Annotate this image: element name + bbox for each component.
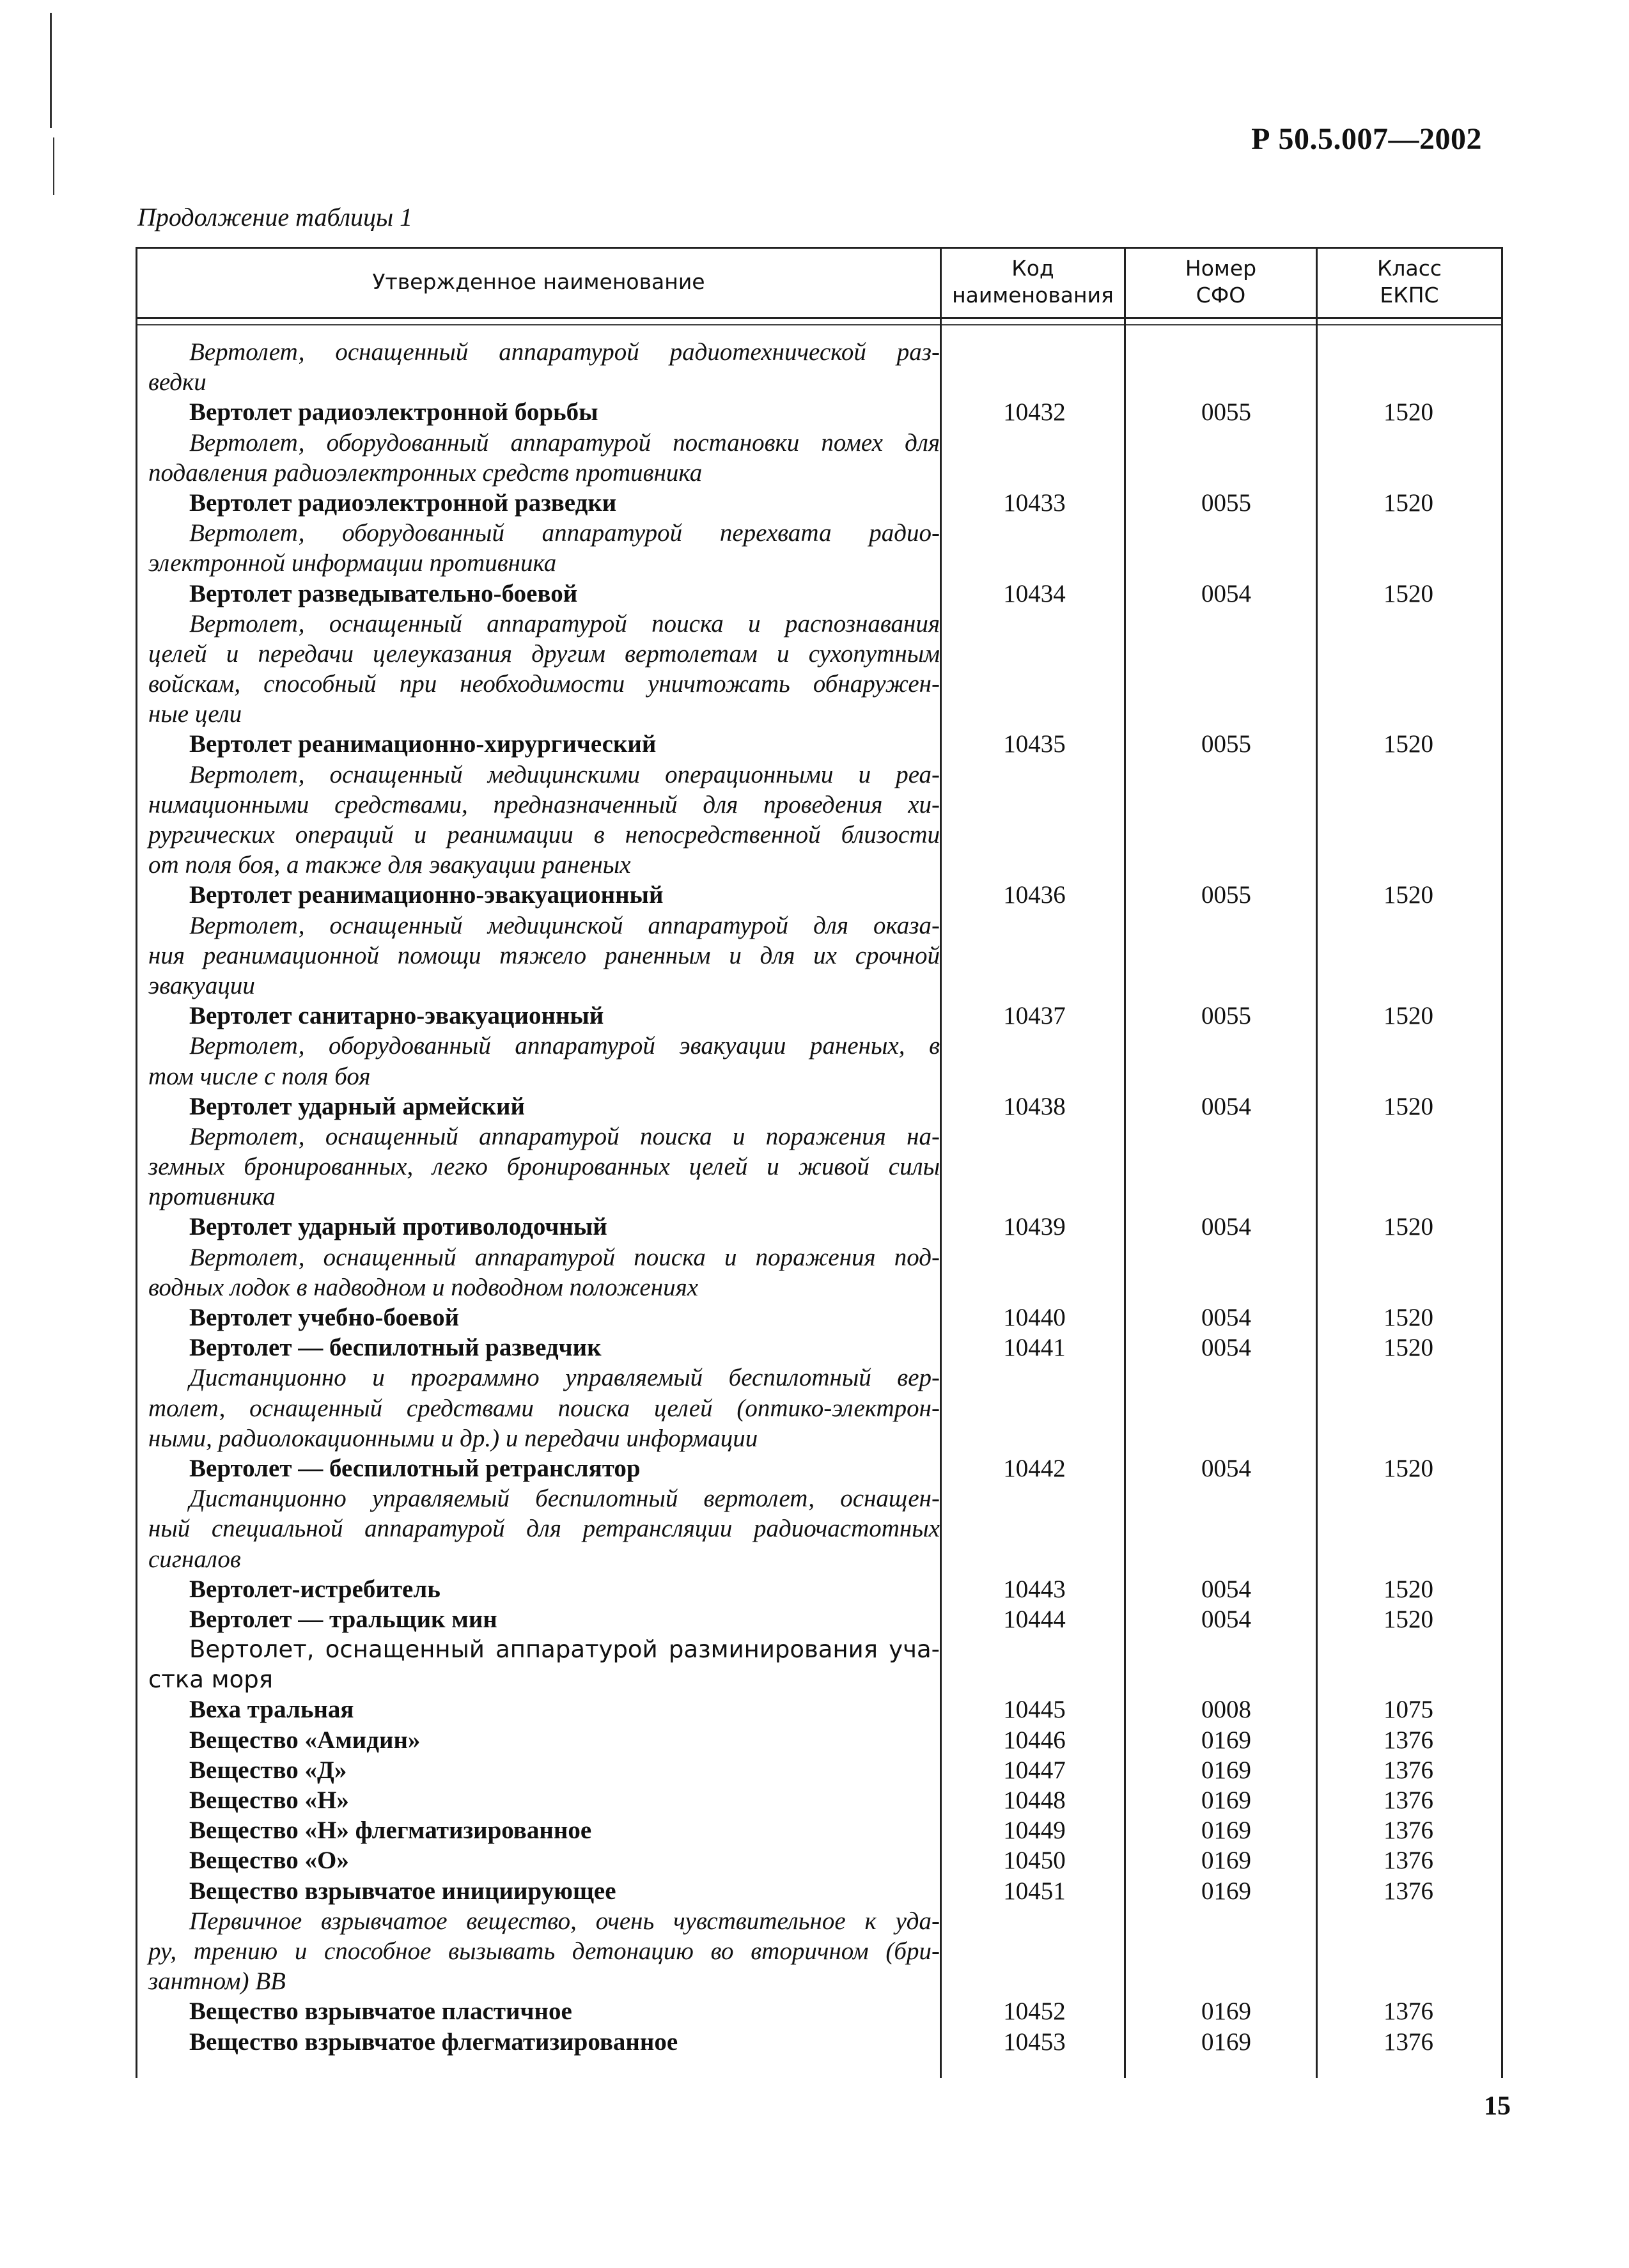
table-row (0, 790, 1629, 820)
header-ekps: Класс ЕКПС (1376, 256, 1442, 308)
table-header-border (136, 317, 1501, 319)
item-sfo: 0169 (1201, 1998, 1251, 2026)
table-row (0, 1785, 1629, 1815)
item-ekps: 1520 (1383, 730, 1433, 758)
item-description: том числе с поля боя (148, 1062, 371, 1090)
item-ekps: 1520 (1383, 1454, 1433, 1482)
header-name: Утвержденное наименование (372, 269, 705, 294)
item-description: целей и передачи целеуказания другим вертолетам и сухопутным (148, 639, 940, 668)
table-row (0, 1031, 1629, 1061)
table-row (0, 518, 1629, 548)
item-code: 10451 (1003, 1877, 1066, 1905)
table-row (0, 1152, 1629, 1182)
table-row (0, 639, 1629, 669)
item-code: 10434 (1003, 579, 1066, 607)
table-row (0, 1242, 1629, 1272)
item-name: Вещество «О» (189, 1847, 349, 1875)
item-sfo: 0054 (1201, 1304, 1251, 1331)
item-ekps: 1520 (1383, 1304, 1433, 1331)
item-ekps: 1376 (1383, 1787, 1433, 1814)
table-row (0, 820, 1629, 850)
table-row (0, 609, 1629, 639)
table-row (0, 1212, 1629, 1242)
item-ekps: 1520 (1383, 579, 1433, 607)
item-description: эвакуации (148, 971, 255, 999)
item-code: 10442 (1003, 1454, 1066, 1482)
item-name: Вертолет радиоэлектронной разведки (189, 489, 617, 517)
item-sfo: 0169 (1201, 1787, 1251, 1814)
table-row (0, 1061, 1629, 1091)
item-description: Вертолет, оснащенный аппаратурой поиска и распознавания (189, 609, 940, 637)
item-code: 10449 (1003, 1817, 1066, 1845)
item-ekps: 1520 (1383, 1334, 1433, 1362)
table-row (0, 760, 1629, 790)
item-description: ведки (148, 368, 207, 396)
item-code: 10437 (1003, 1002, 1066, 1030)
item-sfo: 0054 (1201, 1092, 1251, 1120)
table-row (0, 971, 1629, 1001)
page-number: 15 (1484, 2092, 1511, 2121)
item-name: Вещество «Н» (189, 1787, 349, 1814)
item-description: Дистанционно управляемый беспилотный вертолет, оснащен- (189, 1485, 940, 1513)
item-ekps: 1520 (1383, 489, 1433, 517)
table-row (0, 699, 1629, 729)
item-description: ния реанимационной помощи тяжело раненным и для их срочной (148, 941, 940, 969)
item-name: Вертолет-истребитель (189, 1575, 440, 1603)
table-row (0, 1604, 1629, 1634)
item-sfo: 0054 (1201, 579, 1251, 607)
item-description: противника (148, 1183, 276, 1211)
item-code: 10443 (1003, 1575, 1066, 1603)
item-description: Вертолет, оборудованный аппаратурой перехвата радио- (189, 519, 940, 547)
item-description: рургических операций и реанимации в непосредственной близости (148, 821, 940, 849)
item-sfo: 0054 (1201, 1454, 1251, 1482)
item-code: 10441 (1003, 1334, 1066, 1362)
scan-artifact-line (50, 13, 52, 128)
table-row (0, 1574, 1629, 1604)
item-description: Вертолет, оборудованный аппаратурой эвакуации раненых, в (189, 1032, 940, 1060)
item-code: 10444 (1003, 1605, 1066, 1633)
item-description: ные цели (148, 700, 242, 728)
table-row (0, 1725, 1629, 1755)
item-name: Вертолет реанимационно-хирургический (189, 730, 657, 758)
table-row (0, 1091, 1629, 1122)
item-description: ру, трению и способное вызывать детонацию во вторичном (бри- (148, 1937, 940, 1965)
item-name: Вертолет разведывательно-боевой (189, 579, 578, 607)
table-row (0, 1876, 1629, 1906)
table-row (0, 579, 1629, 609)
table-row (0, 1513, 1629, 1544)
table-row (0, 1906, 1629, 1936)
item-ekps: 1520 (1383, 398, 1433, 426)
table-row (0, 1694, 1629, 1724)
table-row (0, 2027, 1629, 2057)
table-row (0, 1966, 1629, 1996)
item-ekps: 1376 (1383, 1877, 1433, 1905)
item-sfo: 0169 (1201, 1847, 1251, 1875)
item-name: Вещество «Амидин» (189, 1726, 421, 1754)
item-sfo: 0169 (1201, 1817, 1251, 1845)
item-code: 10432 (1003, 398, 1066, 426)
standard-number: Р 50.5.007—2002 (1251, 122, 1482, 156)
table-row (0, 428, 1629, 458)
table-row (0, 548, 1629, 578)
item-sfo: 0055 (1201, 881, 1251, 909)
table-row (0, 941, 1629, 971)
scan-artifact-line (53, 137, 54, 195)
table-row (0, 367, 1629, 397)
item-name: Вертолет радиоэлектронной борьбы (189, 398, 598, 426)
item-code: 10445 (1003, 1696, 1066, 1724)
item-name: Вертолет санитарно-эвакуационный (189, 1002, 604, 1030)
item-ekps: 1520 (1383, 1605, 1433, 1633)
table-row (0, 1001, 1629, 1031)
item-description: Дистанционно и программно управляемый беспилотный вер- (189, 1364, 940, 1392)
item-code: 10452 (1003, 1998, 1066, 2026)
item-description: Вертолет, оснащенный аппаратурой поиска и поражения на- (189, 1122, 940, 1150)
table-row (0, 1845, 1629, 1875)
table-row (0, 1544, 1629, 1574)
item-sfo: 0054 (1201, 1334, 1251, 1362)
item-code: 10447 (1003, 1756, 1066, 1784)
table-row (0, 880, 1629, 910)
table-row (0, 1815, 1629, 1845)
table-body (0, 337, 1629, 2057)
table-row (0, 458, 1629, 488)
table-row (0, 669, 1629, 699)
table-row (0, 1996, 1629, 2026)
item-description: Вертолет, оснащенный медицинскими операционными и реа- (189, 760, 940, 788)
table-row (0, 850, 1629, 880)
item-code: 10450 (1003, 1847, 1066, 1875)
table-row (0, 337, 1629, 367)
item-description: водных лодок в надводном и подводном положениях (148, 1273, 699, 1301)
item-ekps: 1075 (1383, 1696, 1433, 1724)
item-sfo: 0054 (1201, 1605, 1251, 1633)
table-row (0, 1423, 1629, 1453)
item-description: электронной информации противника (148, 549, 557, 577)
item-sfo: 0008 (1201, 1696, 1251, 1724)
table-row (0, 1333, 1629, 1363)
item-description: стка моря (148, 1666, 273, 1694)
item-description: сигналов (148, 1545, 241, 1573)
item-name: Вертолет — тральщик мин (189, 1605, 497, 1633)
item-sfo: 0055 (1201, 1002, 1251, 1030)
item-code: 10433 (1003, 489, 1066, 517)
item-code: 10440 (1003, 1304, 1066, 1331)
item-description: Вертолет, оборудованный аппаратурой постановки помех для (189, 428, 940, 457)
table-row (0, 1936, 1629, 1966)
item-name: Вещество взрывчатое флегматизированное (189, 2028, 678, 2056)
item-ekps: 1520 (1383, 1002, 1433, 1030)
item-ekps: 1376 (1383, 1847, 1433, 1875)
item-sfo: 0054 (1201, 1213, 1251, 1241)
item-name: Вертолет — беспилотный ретранслятор (189, 1454, 641, 1482)
item-ekps: 1520 (1383, 1575, 1433, 1603)
table-row (0, 1453, 1629, 1483)
item-description: войскам, способный при необходимости уничтожать обнаружен- (148, 670, 940, 698)
item-code: 10446 (1003, 1726, 1066, 1754)
item-name: Вещество «Д» (189, 1756, 347, 1784)
item-description: Первичное взрывчатое вещество, очень чувствительное к уда- (189, 1907, 940, 1935)
item-sfo: 0169 (1201, 1756, 1251, 1784)
item-description: Вертолет, оснащенный аппаратурой радиотехнической раз- (189, 338, 940, 366)
item-sfo: 0055 (1201, 398, 1251, 426)
item-description: зантном) ВВ (148, 1967, 286, 1996)
table-row (0, 1755, 1629, 1785)
header-sfo: Номер СФО (1185, 256, 1257, 308)
table-row (0, 1483, 1629, 1513)
item-name: Вещество взрывчатое пластичное (189, 1998, 572, 2026)
table-row (0, 1302, 1629, 1333)
item-description: Вертолет, оснащенный аппаратурой поиска и поражения под- (189, 1243, 940, 1271)
table-row (0, 1664, 1629, 1694)
table-header-rule (136, 324, 1501, 325)
item-name: Вертолет ударный армейский (189, 1092, 525, 1120)
table-row (0, 1363, 1629, 1393)
table-row (0, 911, 1629, 941)
item-name: Вертолет ударный противолодочный (189, 1213, 607, 1241)
item-code: 10438 (1003, 1092, 1066, 1120)
item-sfo: 0169 (1201, 1877, 1251, 1905)
table-row (0, 1272, 1629, 1302)
item-name: Вертолет — беспилотный разведчик (189, 1334, 602, 1362)
table-row (0, 397, 1629, 427)
header-code: Код наименования (952, 256, 1114, 308)
table-row (0, 1393, 1629, 1423)
item-description: ный специальной аппаратурой для ретрансляции радиочастотных (148, 1515, 940, 1543)
item-name: Веха тральная (189, 1696, 354, 1724)
item-description: толет, оснащенный средствами поиска целей (оптико-электрон- (148, 1394, 940, 1422)
item-description: от поля боя, а также для эвакуации раненых (148, 851, 631, 879)
item-ekps: 1520 (1383, 1213, 1433, 1241)
table-row (0, 1122, 1629, 1152)
item-code: 10439 (1003, 1213, 1066, 1241)
item-name: Вертолет реанимационно-эвакуационный (189, 881, 664, 909)
item-sfo: 0055 (1201, 489, 1251, 517)
item-code: 10453 (1003, 2028, 1066, 2056)
item-description: ными, радиолокационными и др.) и передачи информации (148, 1424, 758, 1452)
item-ekps: 1376 (1383, 2028, 1433, 2056)
item-code: 10448 (1003, 1787, 1066, 1814)
item-sfo: 0169 (1201, 2028, 1251, 2056)
item-description: земных бронированных, легко бронированных целей и живой силы (148, 1153, 940, 1181)
item-ekps: 1520 (1383, 1092, 1433, 1120)
item-ekps: 1376 (1383, 1726, 1433, 1754)
item-code: 10436 (1003, 881, 1066, 909)
table-row (0, 729, 1629, 759)
item-description: Вертолет, оснащенный медицинской аппаратурой для оказа- (189, 911, 940, 939)
item-name: Вертолет учебно-боевой (189, 1304, 460, 1331)
table-row (0, 1182, 1629, 1212)
item-sfo: 0169 (1201, 1726, 1251, 1754)
item-description: нимационными средствами, предназначенный для проведения хи- (148, 790, 940, 818)
item-sfo: 0055 (1201, 730, 1251, 758)
item-ekps: 1520 (1383, 881, 1433, 909)
table-row (0, 488, 1629, 518)
item-sfo: 0054 (1201, 1575, 1251, 1603)
item-code: 10435 (1003, 730, 1066, 758)
item-ekps: 1376 (1383, 1817, 1433, 1845)
table-row (0, 1634, 1629, 1664)
item-description: Вертолет, оснащенный аппаратурой разминирования уча- (189, 1636, 940, 1664)
item-name: Вещество «Н» флегматизированное (189, 1817, 592, 1845)
item-name: Вещество взрывчатое инициирующее (189, 1877, 616, 1905)
table-caption: Продолжение таблицы 1 (137, 203, 413, 231)
item-ekps: 1376 (1383, 1998, 1433, 2026)
item-ekps: 1376 (1383, 1756, 1433, 1784)
item-description: подавления радиоэлектронных средств противника (148, 458, 703, 487)
